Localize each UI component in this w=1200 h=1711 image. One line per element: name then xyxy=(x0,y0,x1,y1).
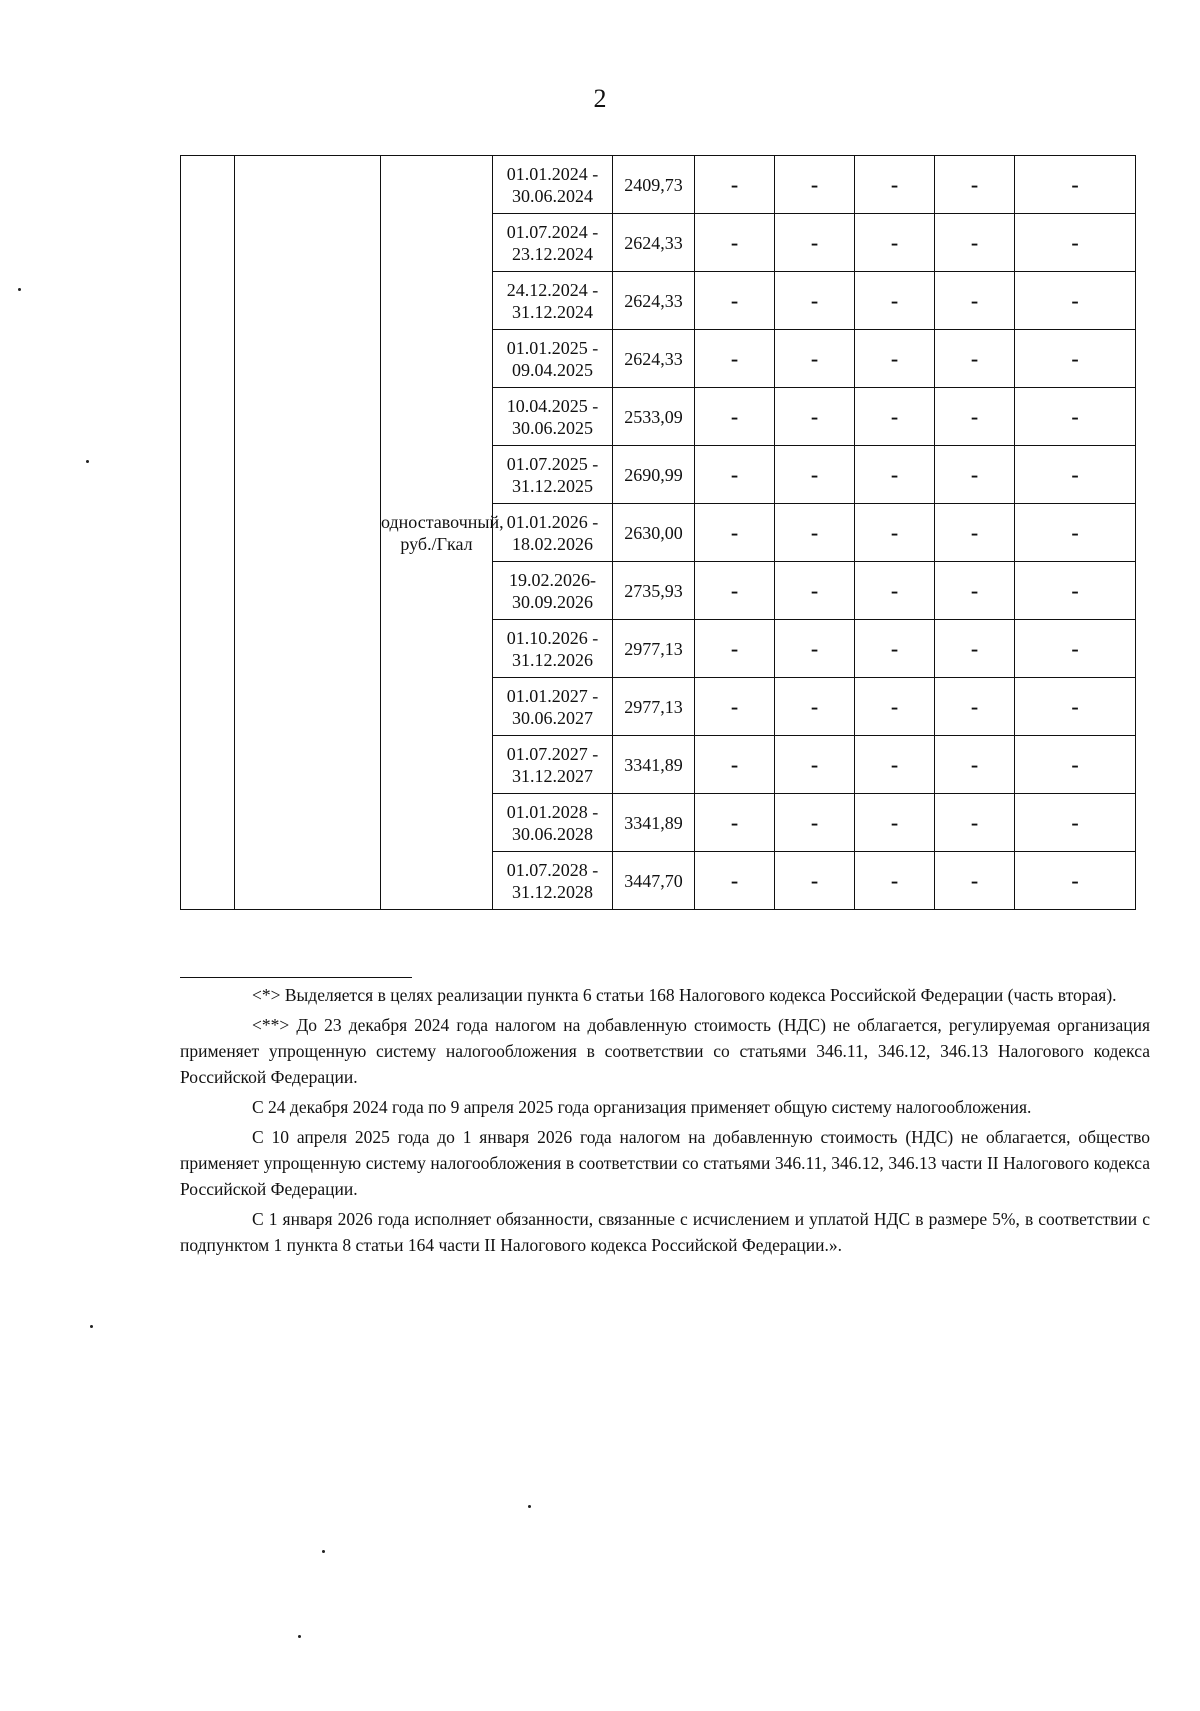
tariff-value-cell: 2735,93 xyxy=(613,562,695,620)
scan-speck xyxy=(528,1505,531,1508)
tariff-value-cell: 2630,00 xyxy=(613,504,695,562)
dash-cell: - xyxy=(695,446,775,504)
dash-cell: - xyxy=(775,678,855,736)
dash-cell: - xyxy=(935,736,1015,794)
tariff-value-cell: 2533,09 xyxy=(613,388,695,446)
dash-cell: - xyxy=(855,272,935,330)
dash-cell: - xyxy=(775,736,855,794)
footnote-paragraph-5: С 1 января 2026 года исполняет обязанности, связанные с исчислением и уплатой НДС в размере 5%, в соответствии с подпунктом 1 пункта 8 статьи 164 части II Налогового кодекса Российской Федерации.». xyxy=(180,1209,1150,1255)
dash-cell: - xyxy=(695,562,775,620)
dash-cell: - xyxy=(855,214,935,272)
period-cell: 01.07.2025 - 31.12.2025 xyxy=(493,446,613,504)
empty-organization-column xyxy=(235,156,381,910)
dash-cell: - xyxy=(935,156,1015,214)
period-cell: 01.07.2027 - 31.12.2027 xyxy=(493,736,613,794)
dash-cell: - xyxy=(775,330,855,388)
footnote-1: <*> Выделяется в целях реализации пункта 6 статьи 168 Налогового кодекса Российской Федерации (часть вторая). xyxy=(252,985,1117,1005)
dash-cell: - xyxy=(1015,678,1136,736)
dash-cell: - xyxy=(935,388,1015,446)
scan-speck xyxy=(322,1550,325,1553)
dash-cell: - xyxy=(775,852,855,910)
dash-cell: - xyxy=(935,620,1015,678)
dash-cell: - xyxy=(695,504,775,562)
period-cell: 01.01.2025 - 09.04.2025 xyxy=(493,330,613,388)
dash-cell: - xyxy=(695,156,775,214)
dash-cell: - xyxy=(935,794,1015,852)
footnote-2: <**> До 23 декабря 2024 года налогом на добавленную стоимость (НДС) не облагается, регулируемая организация применяет упрощенную систему налогообложения в соответствии со статьями 346.11, 346.12, 346.13 Налогового кодекса Российской Федерации. xyxy=(180,1015,1150,1087)
dash-cell: - xyxy=(1015,736,1136,794)
dash-cell: - xyxy=(775,794,855,852)
dash-cell: - xyxy=(855,388,935,446)
period-cell: 01.01.2024 - 30.06.2024 xyxy=(493,156,613,214)
dash-cell: - xyxy=(695,330,775,388)
dash-cell: - xyxy=(695,736,775,794)
tariff-type-cell: одноставочный, руб./Гкал xyxy=(381,156,493,910)
dash-cell: - xyxy=(855,330,935,388)
table-row xyxy=(181,156,1136,214)
dash-cell: - xyxy=(1015,388,1136,446)
period-cell: 19.02.2026- 30.09.2026 xyxy=(493,562,613,620)
tariff-table-body xyxy=(181,156,1136,910)
dash-cell: - xyxy=(1015,446,1136,504)
footnote-paragraph-4: С 10 апреля 2025 года до 1 января 2026 года налогом на добавленную стоимость (НДС) не облагается, общество применяет упрощенную систему налогообложения в соответствии со статьями 346.11, 346.12, 346.13 части II Налогового кодекса Российской Федерации. xyxy=(180,1127,1150,1199)
period-cell: 01.01.2027 - 30.06.2027 xyxy=(493,678,613,736)
dash-cell: - xyxy=(1015,330,1136,388)
dash-cell: - xyxy=(935,330,1015,388)
period-cell: 01.10.2026 - 31.12.2026 xyxy=(493,620,613,678)
period-cell: 24.12.2024 - 31.12.2024 xyxy=(493,272,613,330)
dash-cell: - xyxy=(935,272,1015,330)
dash-cell: - xyxy=(1015,562,1136,620)
dash-cell: - xyxy=(1015,852,1136,910)
dash-cell: - xyxy=(695,388,775,446)
period-cell: 01.01.2028 - 30.06.2028 xyxy=(493,794,613,852)
dash-cell: - xyxy=(855,678,935,736)
dash-cell: - xyxy=(935,852,1015,910)
tariff-value-cell: 2624,33 xyxy=(613,214,695,272)
dash-cell: - xyxy=(855,156,935,214)
dash-cell: - xyxy=(1015,156,1136,214)
footnote-paragraph-3: С 24 декабря 2024 года по 9 апреля 2025 года организация применяет общую систему налогообложения. xyxy=(252,1097,1032,1117)
tariff-value-cell: 3447,70 xyxy=(613,852,695,910)
dash-cell: - xyxy=(855,620,935,678)
dash-cell: - xyxy=(855,736,935,794)
dash-cell: - xyxy=(1015,272,1136,330)
dash-cell: - xyxy=(775,562,855,620)
tariff-table xyxy=(180,155,1136,910)
dash-cell: - xyxy=(775,214,855,272)
dash-cell: - xyxy=(855,562,935,620)
tariff-value-cell: 2977,13 xyxy=(613,620,695,678)
dash-cell: - xyxy=(855,794,935,852)
period-cell: 01.07.2024 - 23.12.2024 xyxy=(493,214,613,272)
scan-speck xyxy=(298,1635,301,1638)
footnotes xyxy=(180,982,1150,1262)
dash-cell: - xyxy=(695,272,775,330)
tariff-value-cell: 2624,33 xyxy=(613,330,695,388)
scan-speck xyxy=(90,1325,93,1328)
dash-cell: - xyxy=(695,620,775,678)
footnote-rule xyxy=(180,977,412,978)
dash-cell: - xyxy=(775,156,855,214)
dash-cell: - xyxy=(1015,620,1136,678)
tariff-value-cell: 2409,73 xyxy=(613,156,695,214)
dash-cell: - xyxy=(855,504,935,562)
dash-cell: - xyxy=(775,272,855,330)
tariff-value-cell: 3341,89 xyxy=(613,736,695,794)
dash-cell: - xyxy=(695,214,775,272)
dash-cell: - xyxy=(775,504,855,562)
tariff-value-cell: 2690,99 xyxy=(613,446,695,504)
scan-speck xyxy=(86,460,89,463)
dash-cell: - xyxy=(935,504,1015,562)
tariff-value-cell: 2624,33 xyxy=(613,272,695,330)
dash-cell: - xyxy=(935,214,1015,272)
period-cell: 01.07.2028 - 31.12.2028 xyxy=(493,852,613,910)
dash-cell: - xyxy=(855,446,935,504)
tariff-value-cell: 3341,89 xyxy=(613,794,695,852)
dash-cell: - xyxy=(935,446,1015,504)
dash-cell: - xyxy=(775,446,855,504)
page-number: 2 xyxy=(593,84,607,113)
dash-cell: - xyxy=(775,388,855,446)
dash-cell: - xyxy=(695,852,775,910)
empty-number-column xyxy=(181,156,235,910)
tariff-value-cell: 2977,13 xyxy=(613,678,695,736)
dash-cell: - xyxy=(695,678,775,736)
dash-cell: - xyxy=(1015,214,1136,272)
period-cell: 01.01.2026 - 18.02.2026 xyxy=(493,504,613,562)
dash-cell: - xyxy=(695,794,775,852)
dash-cell: - xyxy=(1015,504,1136,562)
dash-cell: - xyxy=(935,678,1015,736)
dash-cell: - xyxy=(935,562,1015,620)
scan-speck xyxy=(18,288,21,291)
dash-cell: - xyxy=(1015,794,1136,852)
period-cell: 10.04.2025 - 30.06.2025 xyxy=(493,388,613,446)
dash-cell: - xyxy=(855,852,935,910)
dash-cell: - xyxy=(775,620,855,678)
